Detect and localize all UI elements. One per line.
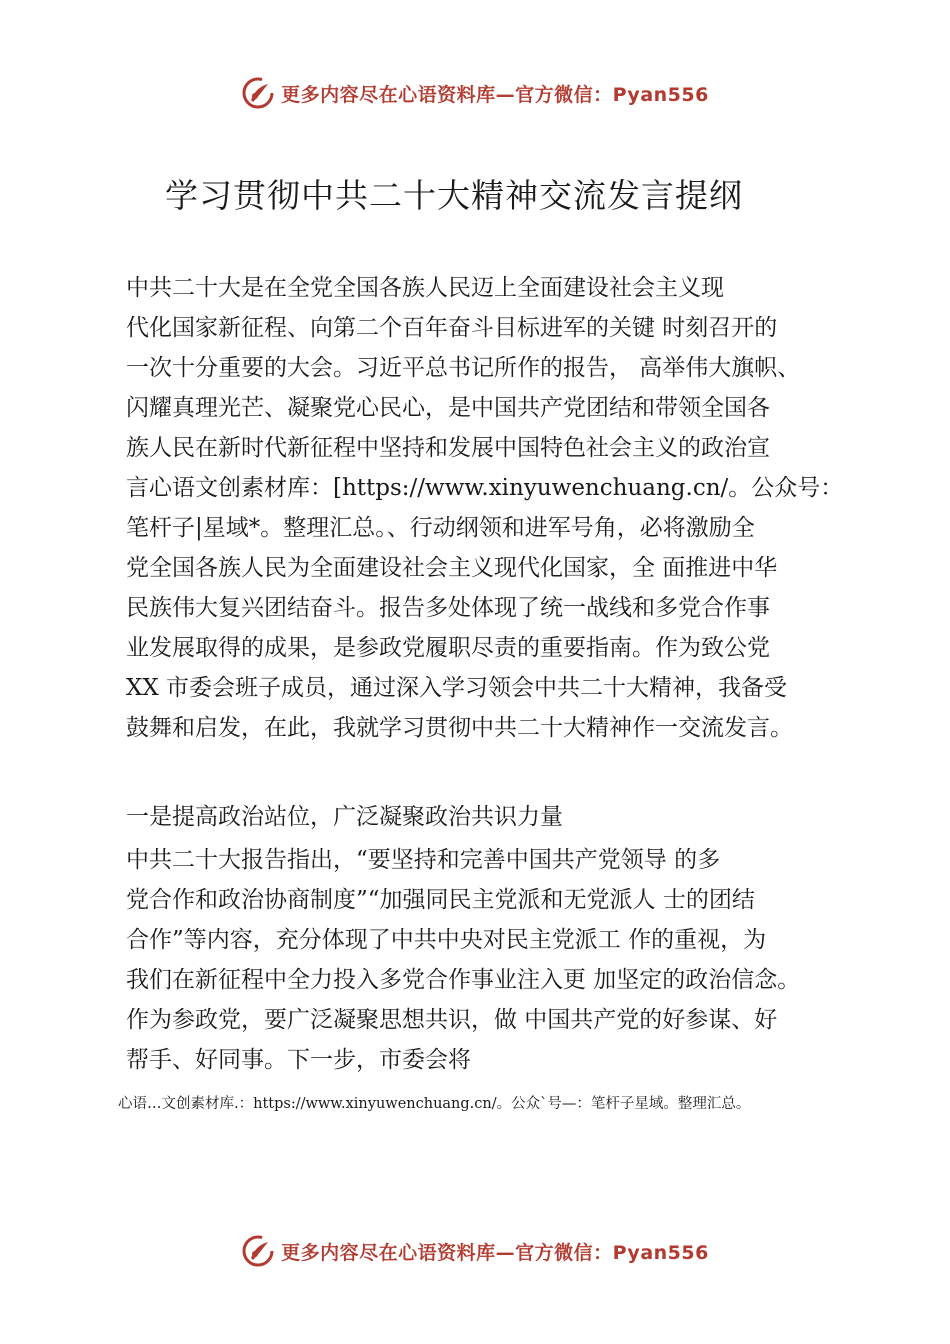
text-line: 中共二十大是在全党全国各族人民迈上全面建设社会主义现 [126,275,724,301]
text-line: 鼓舞和启发，在此，我就学习贯彻中共二十大精神作一交流发言。 [126,715,793,741]
text-line: 党合作和政治协商制度”“加强同民主党派和无党派人 士的团结 [126,887,755,913]
text-line: 代化国家新征程、向第二个百年奋斗目标进军的关键 时刻召开的 [126,315,778,341]
text-line: 帮手、好同事。下一步，市委会将 [126,1047,471,1073]
document-title: 学习贯彻中共二十大精神交流发言提纲 [165,176,743,215]
banner-text: 更多内容尽在心语资料库—官方微信：Pyan556 [281,1241,709,1264]
top-banner [0,73,950,113]
text-line: 族人民在新时代新征程中坚持和发展中国特色社会主义的政治宣 [126,435,770,461]
footnote: 心语…文创素材库.：https://www.xinyuwenchuang.cn/。公众`号—：笔杆子星域。整理汇总。 [118,1096,751,1112]
text-line: 合作”等内容，充分体现了中共中央对民主党派工 作的重视，为 [126,927,767,953]
paragraph-1 [126,268,886,748]
text-line: 言心语文创素材库：[https://www.xinyuwenchuang.cn/。公众号： [126,475,844,501]
paragraph-2 [126,840,886,1080]
text-line: 业发展取得的成果，是参政党履职尽责的重要指南。作为致公党 [126,635,770,661]
text-line: XX 市委会班子成员，通过深入学习领会中共二十大精神，我备受 [126,675,788,701]
text-line: 闪耀真理光芒、凝聚党心民心，是中国共产党团结和带领全国各 [126,395,770,421]
text-line: 党全国各族人民为全面建设社会主义现代化国家，全 面推进中华 [126,555,778,581]
banner-text: 更多内容尽在心语资料库—官方微信：Pyan556 [281,83,709,106]
text-line: 笔杆子|星域*。整理汇总。、行动纲领和进军号角，必将激励全 [126,515,755,541]
text-line: 作为参政党，要广泛凝聚思想共识，做 中国共产党的好参谋、好 [126,1007,778,1033]
brush-logo-icon [241,76,275,110]
heading-text: 一是提高政治站位，广泛凝聚政治共识力量 [126,804,563,830]
section-heading [126,797,886,837]
bottom-banner [0,1231,950,1271]
text-line: 一次十分重要的大会。习近平总书记所作的报告， 高举伟大旗帜、 [126,355,801,381]
text-line: 中共二十大报告指出，“要坚持和完善中国共产党领导 的多 [126,847,721,873]
text-line: 民族伟大复兴团结奋斗。报告多处体现了统一战线和多党合作事 [126,595,770,621]
text-line: 我们在新征程中全力投入多党合作事业注入更 加坚定的政治信念。 [126,967,801,993]
brush-logo-icon [241,1234,275,1268]
